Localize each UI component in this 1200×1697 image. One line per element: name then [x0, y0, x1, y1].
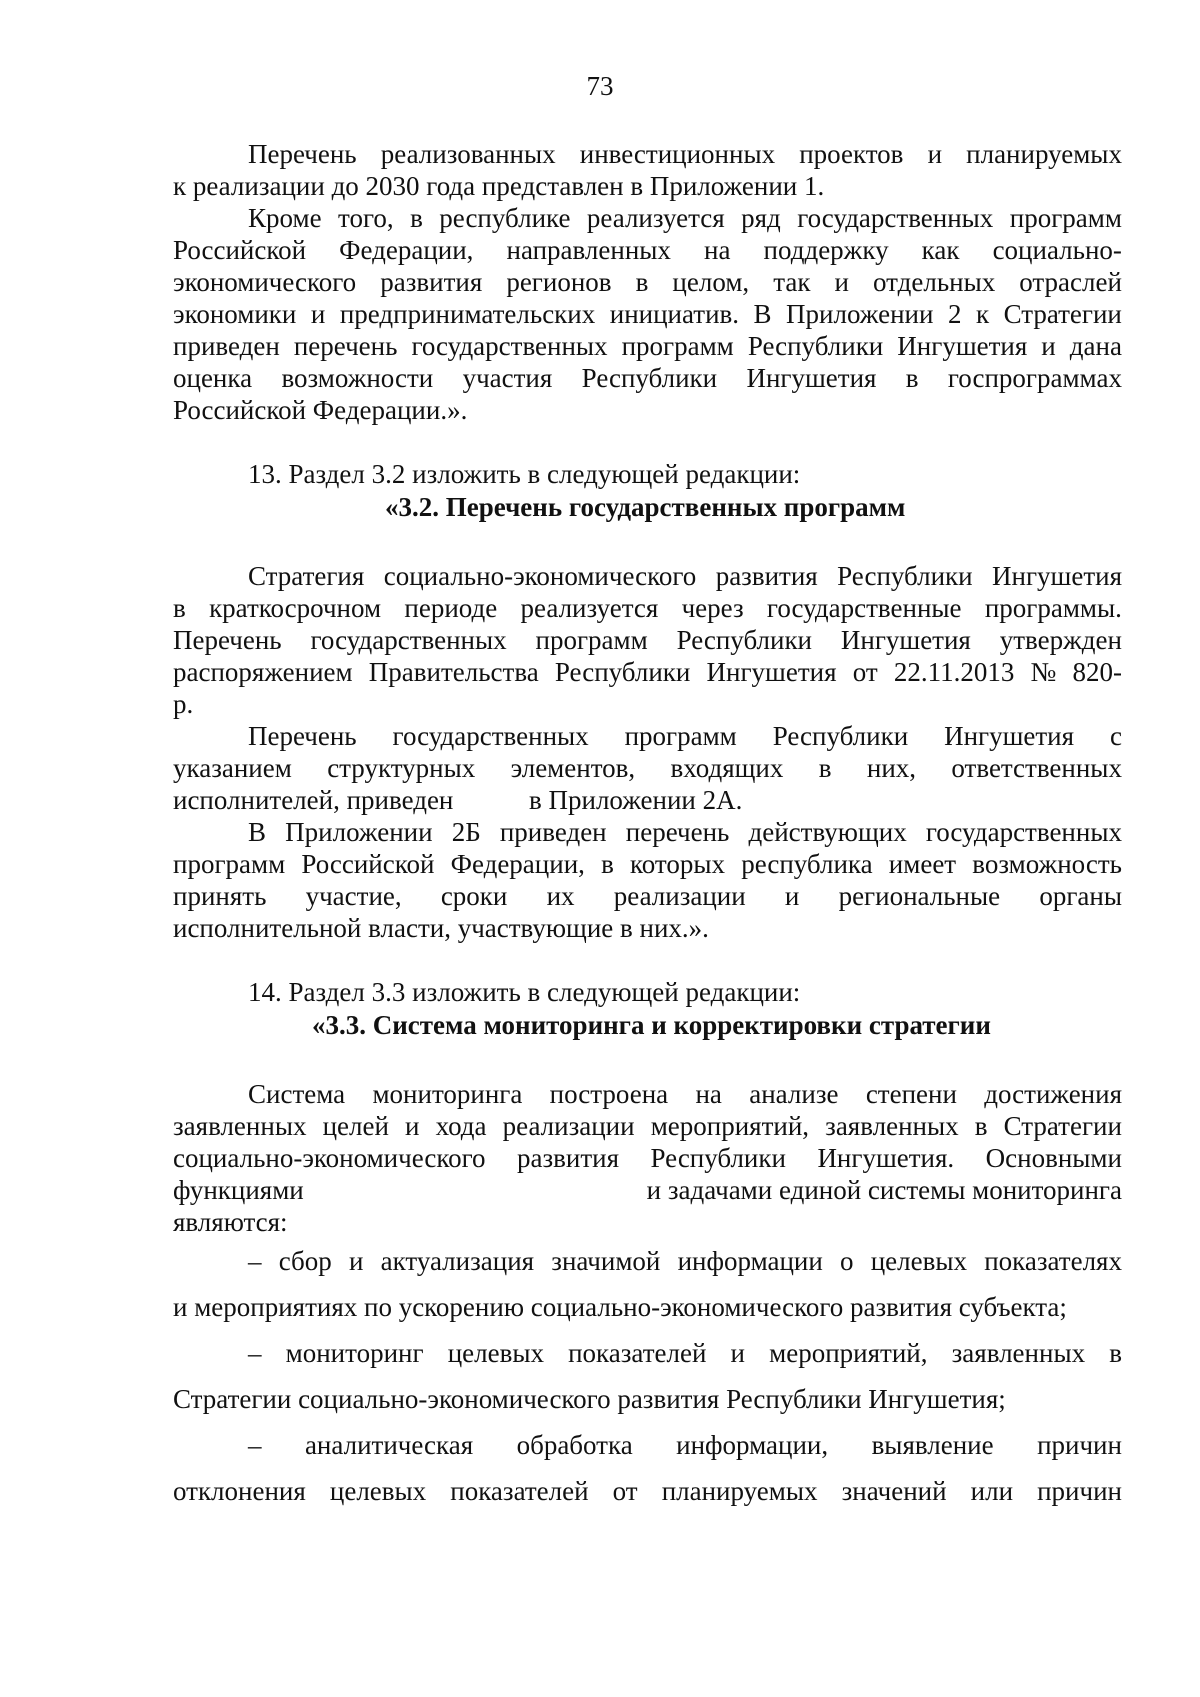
word: через: [681, 593, 744, 623]
word: на: [695, 1079, 722, 1109]
word: 2Б: [451, 817, 481, 847]
word: заявленных: [951, 1338, 1086, 1368]
text-line: [173, 1422, 1122, 1468]
word: перечень: [625, 817, 730, 847]
word: Перечень: [173, 625, 282, 655]
text-line: [173, 880, 1122, 912]
word: государственных: [797, 203, 994, 233]
word: программ: [624, 721, 737, 751]
text-line: [173, 1468, 1122, 1514]
word: целевых: [870, 1246, 967, 1276]
word: 2: [947, 299, 962, 329]
word: них,: [866, 753, 917, 783]
text-line: [173, 362, 1122, 394]
word: региональные: [838, 881, 1001, 911]
paragraph-monitoring-system: [173, 1078, 1122, 1238]
word: ответственных: [951, 753, 1122, 783]
text-fragment: исполнителей, приведен: [173, 785, 454, 815]
word: степени: [865, 1079, 957, 1109]
text-line: [173, 848, 1122, 880]
text-line: [173, 1110, 1122, 1142]
word: отраслей: [1019, 267, 1122, 297]
text-line: [173, 234, 1122, 266]
word: анализе: [749, 1079, 839, 1109]
word: программ: [1009, 203, 1122, 233]
word: причин: [1037, 1476, 1122, 1506]
word: развития: [715, 561, 818, 591]
word: и: [310, 299, 326, 329]
text-line: [173, 138, 1122, 170]
text-line: [173, 560, 1122, 592]
word: краткосрочном: [209, 593, 382, 623]
text-line: [173, 266, 1122, 298]
word: в: [601, 849, 614, 879]
text-fragment: функциями: [173, 1175, 304, 1205]
word: реализуется: [520, 593, 659, 623]
word: Республики: [650, 1143, 786, 1173]
word: в: [410, 203, 423, 233]
word: целевых: [447, 1338, 544, 1368]
word: Перечень: [248, 139, 357, 169]
word: в: [818, 753, 832, 783]
word: –: [248, 1338, 262, 1368]
word: показателей: [568, 1338, 707, 1368]
word: того,: [338, 203, 394, 233]
bullet-collection: [173, 1238, 1122, 1330]
word: Республики: [554, 657, 691, 687]
paragraph-appendix-2b: [173, 816, 1122, 944]
word: перечень: [293, 331, 398, 361]
word: возможность: [972, 849, 1122, 879]
text-fragment: в Приложении 2А.: [529, 785, 743, 815]
word: отклонения: [173, 1476, 306, 1506]
text-line: [173, 1142, 1122, 1174]
word: Система: [248, 1079, 346, 1109]
text-line: исполнительной власти, участвующие в них.».: [173, 913, 709, 943]
word: программы.: [984, 593, 1122, 623]
word: предпринимательских: [339, 299, 596, 329]
text-line: [173, 1078, 1122, 1110]
section-heading-3-3: «3.3. Система мониторинга и корректировки стратегии: [312, 1010, 991, 1040]
paragraph-state-programs-rf: [173, 202, 1122, 426]
word: республике: [439, 203, 571, 233]
word: государственные: [766, 593, 962, 623]
paragraph-investment-projects: [173, 138, 1122, 202]
text-line: Стратегии социально-экономического развития Республики Ингушетия;: [173, 1384, 1006, 1414]
word: Ингушетия: [840, 625, 971, 655]
word: значимой: [551, 1246, 661, 1276]
word: госпрограммах: [947, 363, 1122, 393]
text-fragment: и задачами единой системы мониторинга: [646, 1175, 1122, 1205]
word: Федерации,: [339, 235, 474, 265]
word: Республики: [837, 561, 973, 591]
word: Ингушетия.: [817, 1143, 955, 1173]
word: аналитическая: [304, 1430, 474, 1460]
word: №: [1030, 657, 1057, 687]
word: проектов: [799, 139, 904, 169]
word: указанием: [173, 753, 292, 783]
word: Федерации,: [450, 849, 585, 879]
word: Ингушетия: [897, 331, 1028, 361]
word: 820-: [1072, 657, 1122, 687]
word: программ: [621, 331, 734, 361]
word: Ингушетия: [992, 561, 1122, 591]
word: или: [970, 1476, 1014, 1506]
word: входящих: [670, 753, 784, 783]
word: и: [405, 1111, 420, 1141]
word: реализации: [502, 1111, 635, 1141]
word: и: [348, 1246, 364, 1276]
word: реализованных: [380, 139, 556, 169]
word: к: [975, 299, 990, 329]
word: на: [704, 235, 731, 265]
word: планируемых: [661, 1476, 818, 1506]
word: Ингушетия: [746, 363, 877, 393]
text-line: [173, 816, 1122, 848]
text-line: [173, 330, 1122, 362]
word: обработка: [516, 1430, 633, 1460]
word: от: [612, 1476, 638, 1506]
word: заявленных: [825, 1111, 959, 1141]
text-line: [173, 298, 1122, 330]
amendment-item-14: 14. Раздел 3.3 изложить в следующей редакции:: [248, 977, 801, 1007]
word: Основными: [985, 1143, 1122, 1173]
word: мероприятий,: [769, 1338, 928, 1368]
word: периоде: [404, 593, 498, 623]
word: действующих: [748, 817, 907, 847]
text-line: [173, 656, 1122, 688]
text-line: Российской Федерации.».: [173, 395, 468, 425]
word: сроки: [440, 881, 508, 911]
word: целей: [322, 1111, 389, 1141]
word: Российской: [173, 235, 307, 265]
text-line: и мероприятиях по ускорению социально-экономического развития субъекта;: [173, 1292, 1067, 1322]
word: Стратегии: [1003, 299, 1122, 329]
word: программ: [173, 849, 286, 879]
text-line: к реализации до 2030 года представлен в Приложении 1.: [173, 171, 825, 201]
word: государственных: [392, 721, 589, 751]
word: социально-экономического: [383, 561, 697, 591]
word: Республики: [676, 625, 813, 655]
word: в: [173, 593, 186, 623]
section-heading-3-2: «3.2. Перечень государственных программ: [385, 492, 906, 522]
word: государственных: [411, 331, 608, 361]
word: имеет: [888, 849, 957, 879]
word: в: [974, 1111, 988, 1141]
word: государственных: [310, 625, 507, 655]
text-line: [173, 624, 1122, 656]
word: Республики: [747, 331, 884, 361]
word: целом,: [672, 267, 750, 297]
word: социально-экономического: [173, 1143, 486, 1173]
word: Кроме: [248, 203, 322, 233]
word: принять: [173, 881, 267, 911]
text-line: [173, 752, 1122, 784]
bullet-analysis: [173, 1422, 1122, 1514]
word: в: [905, 363, 919, 393]
word: хода: [435, 1111, 487, 1141]
word: дана: [1069, 331, 1122, 361]
word: планируемых: [966, 139, 1122, 169]
word: государственных: [925, 817, 1122, 847]
word: развития: [380, 267, 483, 297]
word: Приложении: [285, 817, 433, 847]
word: –: [248, 1430, 262, 1460]
word: сбор: [278, 1246, 332, 1276]
word: Перечень: [248, 721, 357, 751]
word: поддержку: [763, 235, 889, 265]
word: Приложении: [786, 299, 934, 329]
word: от: [852, 657, 878, 687]
word: направленных: [506, 235, 671, 265]
word: как: [921, 235, 960, 265]
word: в: [635, 267, 649, 297]
word: реализации: [613, 881, 746, 911]
page-number: 73: [586, 71, 614, 101]
word: Стратегия: [248, 561, 365, 591]
word: реализуется: [586, 203, 725, 233]
word: органы: [1039, 881, 1122, 911]
word: актуализация: [380, 1246, 535, 1276]
text-line: [173, 784, 1122, 816]
text-line: [173, 720, 1122, 752]
word: Правительства: [368, 657, 539, 687]
word: распоряжением: [173, 657, 353, 687]
word: отдельных: [873, 267, 996, 297]
word: и: [784, 881, 800, 911]
word: экономического: [173, 267, 357, 297]
word: оценка: [173, 363, 253, 393]
word: утвержден: [999, 625, 1122, 655]
word: и: [927, 139, 943, 169]
word: развития: [517, 1143, 620, 1173]
word: –: [248, 1246, 262, 1276]
word: участия: [462, 363, 553, 393]
word: причин: [1037, 1430, 1122, 1460]
word: 22.11.2013: [893, 657, 1015, 687]
word: инвестиционных: [579, 139, 776, 169]
amendment-item-13: 13. Раздел 3.2 изложить в следующей редакции:: [248, 459, 801, 489]
word: регионов: [506, 267, 612, 297]
word: с: [1109, 721, 1122, 751]
paragraph-list-of-programs: [173, 720, 1122, 816]
word: которых: [630, 849, 725, 879]
word: значений: [841, 1476, 947, 1506]
word: мониторинга: [372, 1079, 523, 1109]
word: социально-: [992, 235, 1122, 265]
word: участие,: [305, 881, 402, 911]
word: Республики: [581, 363, 718, 393]
word: В: [753, 299, 772, 329]
word: Российской: [301, 849, 435, 879]
text-line: являются:: [173, 1207, 288, 1237]
word: элементов,: [510, 753, 636, 783]
word: Республики: [772, 721, 909, 751]
bullet-monitoring: [173, 1330, 1122, 1422]
word: Стратегии: [1003, 1111, 1122, 1141]
word: и: [1041, 331, 1056, 361]
word: их: [546, 881, 575, 911]
paragraph-strategy-programs: [173, 560, 1122, 720]
word: показателях: [984, 1246, 1122, 1276]
word: республика: [741, 849, 873, 879]
text-line: [173, 1238, 1122, 1284]
word: выявление: [871, 1430, 994, 1460]
word: и: [834, 267, 849, 297]
word: Ингушетия: [944, 721, 1075, 751]
word: ряд: [741, 203, 781, 233]
word: о: [840, 1246, 854, 1276]
word: заявленных: [173, 1111, 307, 1141]
word: информации: [677, 1246, 823, 1276]
word: приведен: [173, 331, 280, 361]
text-line: [173, 202, 1122, 234]
word: в: [1109, 1338, 1122, 1368]
text-line: [173, 592, 1122, 624]
word: программ: [535, 625, 648, 655]
word: и: [730, 1338, 745, 1368]
text-line: [173, 1330, 1122, 1376]
word: так: [773, 267, 811, 297]
word: структурных: [327, 753, 476, 783]
word: В: [248, 817, 267, 847]
document-body: [173, 138, 1122, 1514]
word: достижения: [984, 1079, 1122, 1109]
word: мониторинг: [285, 1338, 424, 1368]
word: показателей: [450, 1476, 589, 1506]
word: информации,: [676, 1430, 829, 1460]
word: возможности: [281, 363, 434, 393]
word: мероприятий,: [650, 1111, 810, 1141]
word: целевых: [329, 1476, 427, 1506]
word: Ингушетия: [706, 657, 837, 687]
word: построена: [549, 1079, 669, 1109]
word: инициатив.: [609, 299, 740, 329]
text-line: р.: [173, 689, 194, 719]
text-line: [173, 1174, 1122, 1206]
word: приведен: [499, 817, 607, 847]
word: экономики: [173, 299, 297, 329]
